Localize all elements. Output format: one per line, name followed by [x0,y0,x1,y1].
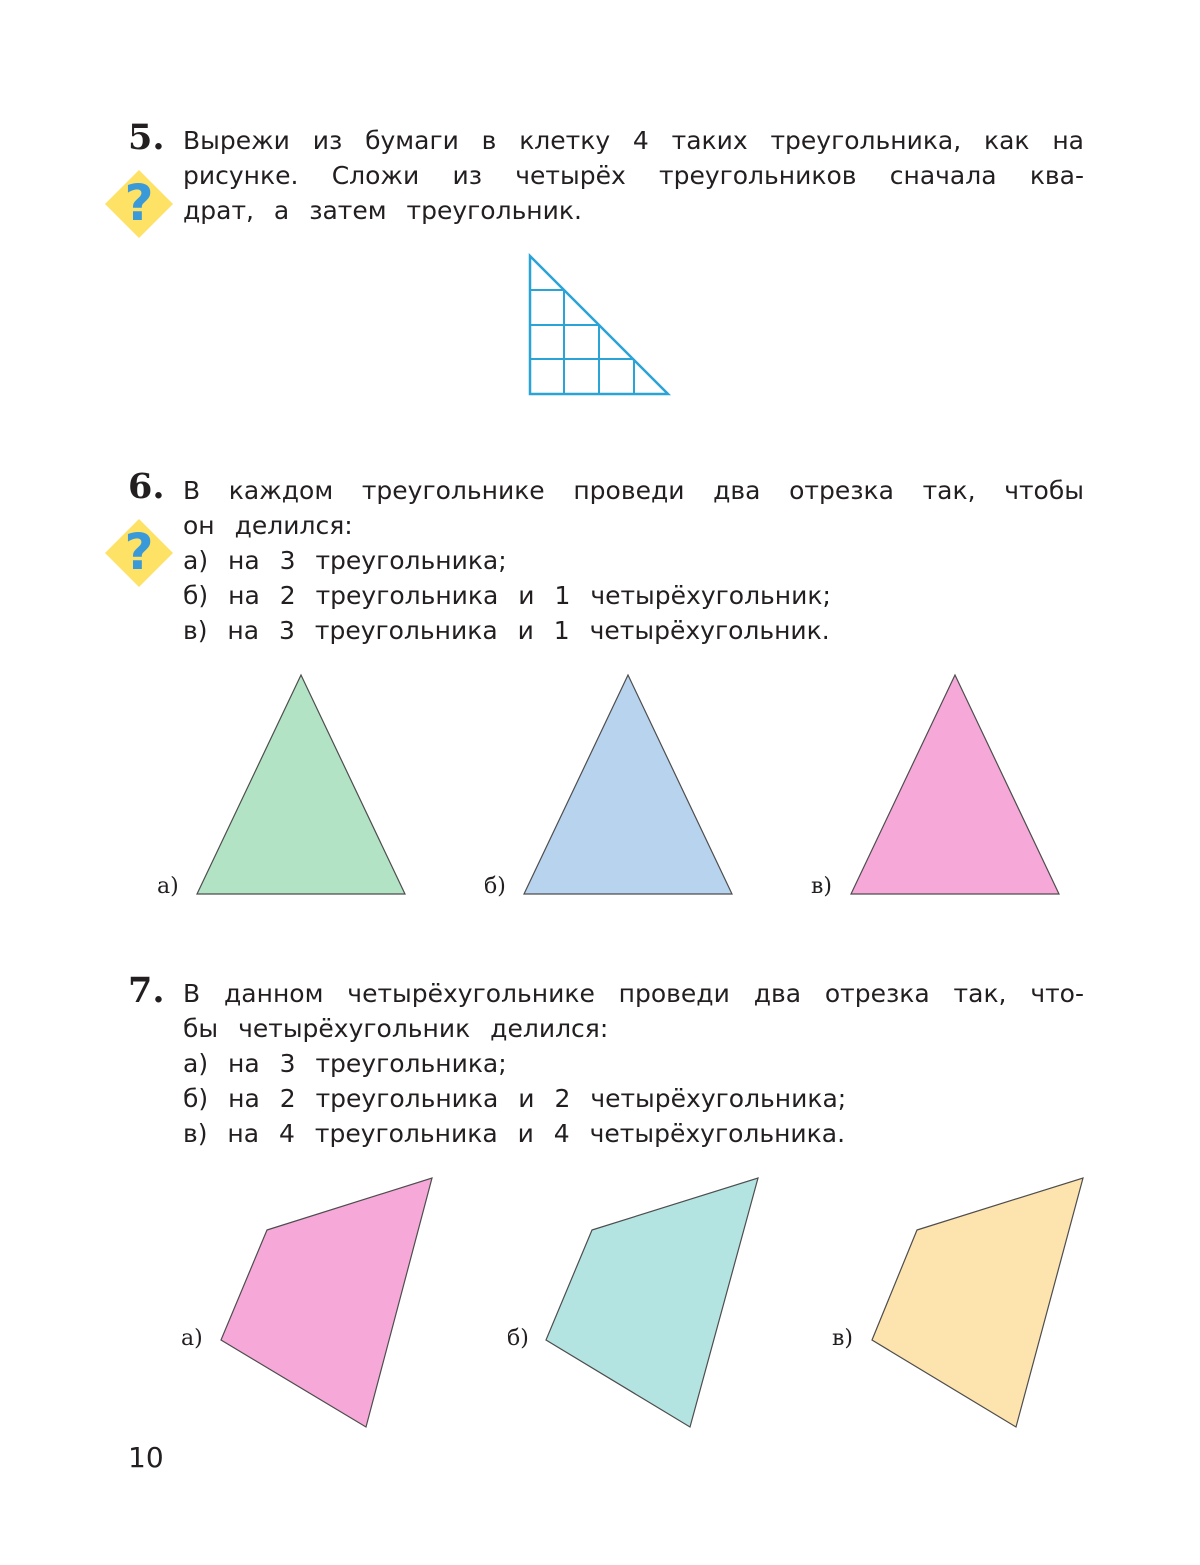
page-number: 10 [128,1441,164,1474]
task-text-line: б) на 2 треугольника и 1 четырёхугольник; [183,581,831,610]
triangle-a [197,675,405,894]
figure-label-b: б) [484,874,506,899]
svg-text:?: ? [124,174,154,232]
task-text-line: а) на 3 треугольника; [183,546,507,575]
task-text-line: Вырежи из бумаги в клетку 4 таких треугольника, как на [183,126,1084,155]
task-text-line: бы четырёхугольник делился: [183,1014,609,1043]
triangle-v [851,675,1059,894]
figure-label-v: в) [832,1326,853,1351]
task-text-line: в) на 4 треугольника и 4 четырёхугольника. [183,1119,846,1148]
svg-text:?: ? [124,523,154,581]
task-number: 7. [128,970,165,1011]
triangle-b [524,675,732,894]
figure-label-a: а) [157,874,179,899]
task-number: 6. [128,466,165,507]
task-text-line: В каждом треугольнике проведи два отрезка так, чтобы [183,476,1084,505]
quadrilateral-b [546,1178,758,1427]
task-text-line: б) на 2 треугольника и 2 четырёхугольника; [183,1084,847,1113]
figure-label-b: б) [507,1326,529,1351]
task-number: 5. [128,117,165,158]
figure-label-a: а) [181,1326,203,1351]
task-text-line: рисунке. Сложи из четырёх треугольников сначала ква- [183,161,1084,190]
grid-right-triangle [530,256,668,394]
task-text-line: он делился: [183,511,353,540]
figure-label-v: в) [811,874,832,899]
quadrilateral-a [221,1178,432,1427]
quadrilateral-v [872,1178,1083,1427]
task-text-line: в) на 3 треугольника и 1 четырёхугольник. [183,616,830,645]
task-text-line: а) на 3 треугольника; [183,1049,507,1078]
task-text-line: драт, а затем треугольник. [183,196,582,225]
task-text-line: В данном четырёхугольнике проведи два отрезка так, что- [183,979,1084,1008]
